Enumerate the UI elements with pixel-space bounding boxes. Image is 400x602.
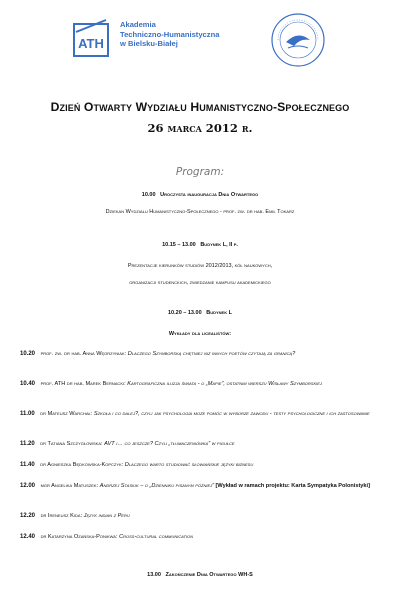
lecture-item bbox=[20, 533, 380, 542]
lecture-item bbox=[20, 461, 380, 470]
opening-label: Uroczysta inauguracja Dnia Otwartego bbox=[160, 192, 259, 198]
ath-logo-icon bbox=[72, 18, 112, 58]
lecture-time: 11.40 bbox=[20, 462, 35, 468]
lecture-item bbox=[20, 482, 380, 491]
lecture-speaker: dr Ireneusz Kida: bbox=[40, 513, 83, 519]
closing-label: Zakończenie Dnia Otwartego WH-S bbox=[165, 572, 253, 578]
lecture-speaker: mgr Angelika Matuszek: bbox=[40, 483, 99, 489]
lecture-title: Kartograficzna iluzja świata - o „Mapie”, ostatnim wierszu Wisławy Szymborskiej bbox=[127, 381, 322, 387]
lectures-heading: Wykłady dla licealistów: bbox=[168, 331, 232, 337]
lecture-speaker: dr Agnieszka Będkowska-Kopczyk: bbox=[40, 462, 124, 468]
opening-line bbox=[0, 192, 400, 198]
opening-time: 10.00 bbox=[141, 192, 156, 198]
presentations-time: 10.15 – 13.00 bbox=[162, 242, 196, 248]
closing-time: 13.00 bbox=[147, 572, 161, 578]
lecture-title: Szkoła i co dalej?, czyli jak psychologia może pomóc w wyborze zawodu - testy psychologiczne i ich zastosowanie bbox=[93, 411, 370, 417]
lecture-speaker: dr Mateusz Warchał: bbox=[40, 411, 93, 417]
event-date: 26 marca 2012 r. bbox=[147, 121, 253, 135]
ath-name-line: w Bielsku-Białej bbox=[120, 39, 178, 48]
lecture-time: 11.20 bbox=[20, 441, 35, 447]
ath-logo-letters: ATH bbox=[78, 36, 104, 51]
opening-speaker: Dziekan Wydziału Humanistyczno-Społecznego - prof. zw. dr hab. Emil Tokarz bbox=[105, 209, 295, 215]
lecture-time: 12.40 bbox=[20, 534, 36, 540]
lecture-title: Dlaczego warto studiować słowiańskie języki biznesu bbox=[124, 462, 254, 468]
program-heading: Program: bbox=[175, 166, 225, 178]
lecture-speaker: dr Tatiana Szczygłowska: bbox=[40, 441, 103, 447]
lecture-item bbox=[20, 350, 380, 359]
lecture-item bbox=[20, 380, 380, 389]
page-title: Dzień Otwarty Wydziału Humanistyczno-Społecznego bbox=[50, 100, 350, 114]
presentations-desc: Prezentacje kierunków studiów 2012/2013, kół naukowych, bbox=[127, 263, 273, 269]
lecture-title: AVT i… co jeszcze? Czyli „tłumaczeniówka” w pigułce bbox=[104, 441, 235, 447]
lecture-time: 11.00 bbox=[20, 411, 35, 417]
lecture-project-note: [Wykład w ramach projektu: Karta Sympatyka Polonistyki] bbox=[215, 483, 370, 489]
ath-logo bbox=[72, 14, 232, 62]
presentations-desc: organizacji studenckich, zwiedzanie kampusu akademickiego bbox=[129, 280, 271, 286]
lectures-time: 10.20 – 13.00 bbox=[167, 310, 202, 316]
ath-name-line: Akademia bbox=[120, 20, 156, 29]
lecture-speaker: dr Katarzyna Ozańska-Ponikwa: bbox=[40, 534, 118, 540]
faculty-seal-icon bbox=[270, 12, 326, 68]
lecture-item bbox=[20, 440, 380, 449]
ath-name-line: Techniczno-Humanistyczna bbox=[120, 29, 220, 39]
presentations-header bbox=[0, 242, 400, 248]
lecture-title: Andrzej Stasiuk – o „Dzienniku pisanym później” bbox=[99, 483, 214, 489]
lecture-speaker: prof. zw. dr hab. Anna Węgrzyniak: bbox=[40, 351, 127, 357]
lectures-header bbox=[0, 310, 400, 316]
lecture-title: Dlaczego Szymborską chętniej niż innych poetów czytają za granicą? bbox=[127, 351, 296, 357]
lecture-time: 10.40 bbox=[20, 381, 36, 387]
lecture-time: 12.20 bbox=[20, 513, 36, 519]
lecture-item bbox=[20, 512, 380, 521]
lecture-title: Język indian z Peru bbox=[83, 513, 130, 519]
closing-line bbox=[0, 572, 400, 578]
ath-name bbox=[120, 20, 219, 49]
lecture-time: 10.20 bbox=[20, 351, 36, 357]
lecture-title: Cross-cultural communication bbox=[119, 534, 194, 540]
lecture-item bbox=[20, 410, 380, 419]
lectures-location: Budynek L bbox=[206, 310, 232, 316]
lecture-speaker: prof. ATH dr hab. Marek Bernacki: bbox=[40, 381, 126, 387]
lecture-time: 12.00 bbox=[20, 483, 36, 489]
presentations-location: Budynek L, II p. bbox=[200, 242, 238, 248]
